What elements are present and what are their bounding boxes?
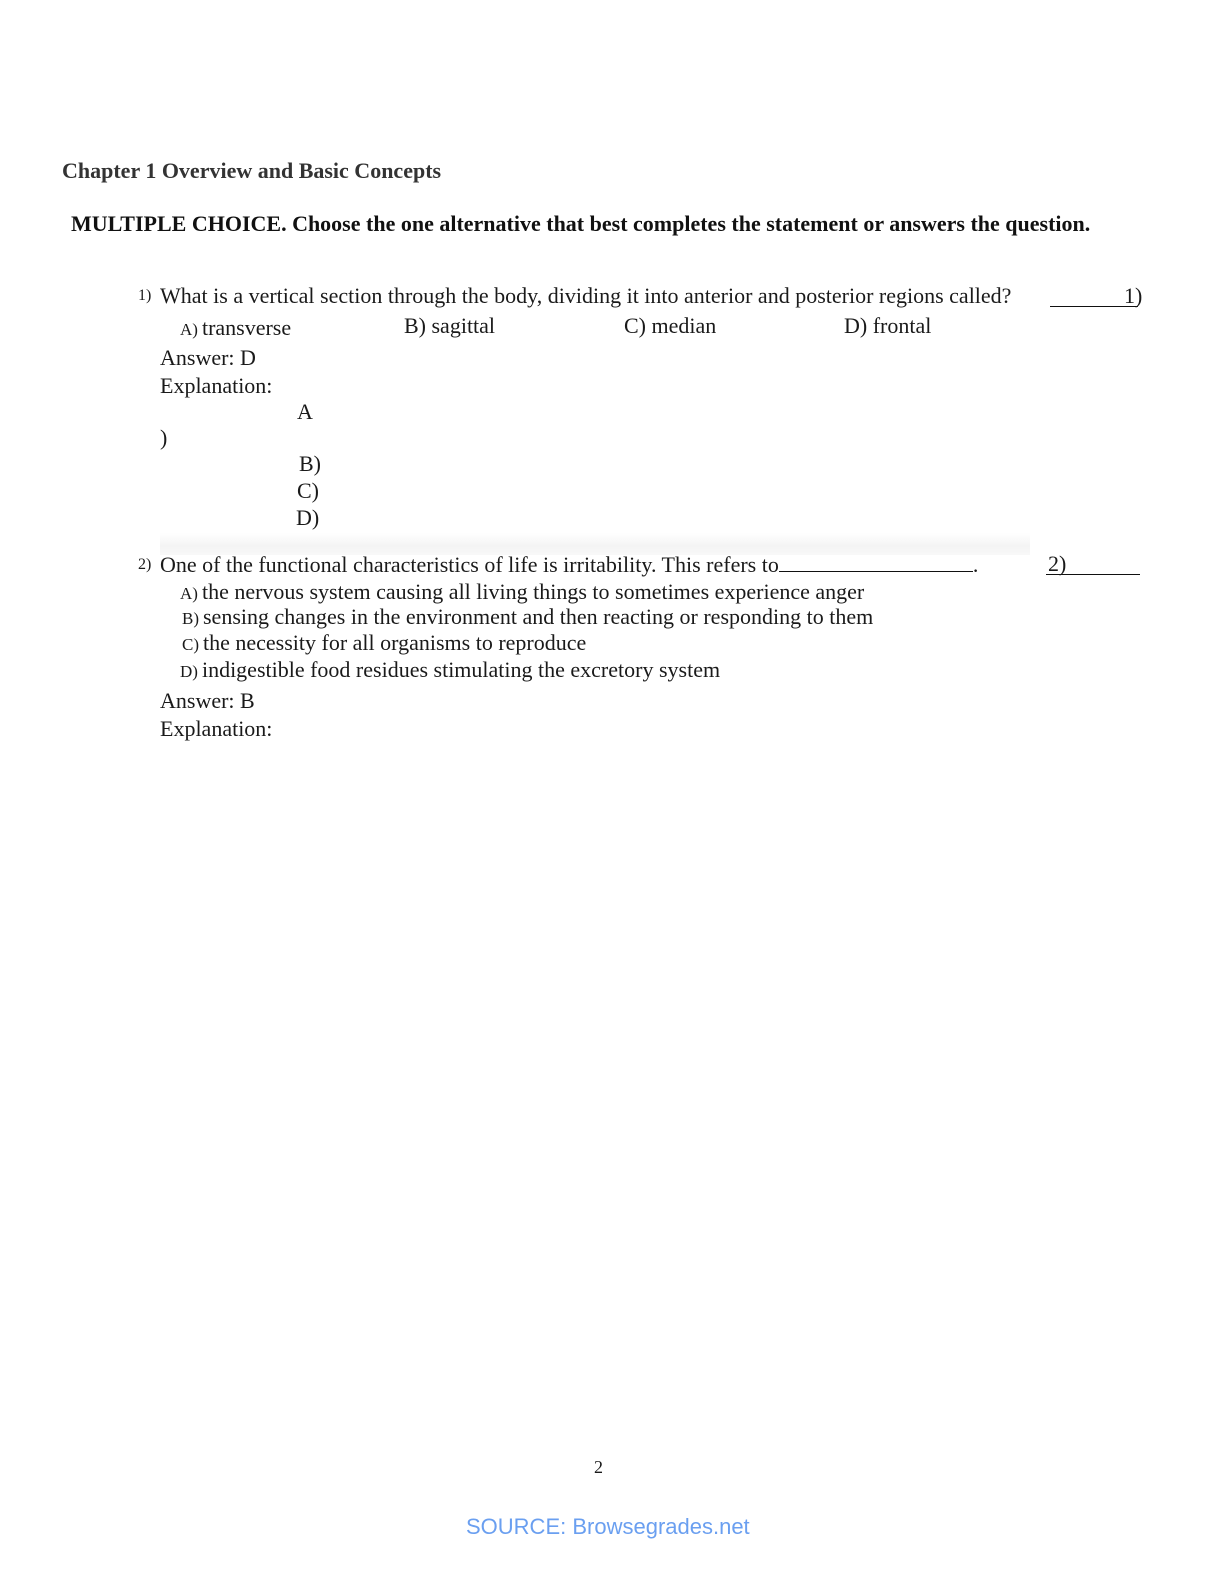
option-letter: C) [182,635,199,654]
option-letter: B) [404,313,426,338]
question-text: What is a vertical section through the body, dividing it into anterior and posterior regions called? [160,283,1012,308]
explanation-line: A [297,399,313,424]
option-letter: D) [844,313,868,338]
explanation-label-2: Explanation: [160,716,273,741]
question-2-text [160,551,978,578]
question-text-end: . [972,552,979,577]
option-text: median [651,313,717,338]
instructions-heading: MULTIPLE CHOICE. Choose the one alternative that best completes the statement or answers the question. [71,211,1091,236]
option-text: the necessity for all organisms to reproduce [203,630,587,655]
option-text: the nervous system causing all living things to sometimes experience anger [201,579,865,604]
source-watermark[interactable]: SOURCE: Browsegrades.net [466,1514,750,1539]
question-2-margin-number: 2) [1048,551,1067,576]
question-2 [138,556,151,574]
answer-1: Answer: D [160,345,256,370]
fill-in-blank [779,551,973,572]
option-letter: A) [180,320,198,339]
chapter-title: Chapter 1 Overview and Basic Concepts [62,158,442,183]
question-number: 1) [138,287,152,304]
explanation-line: B) [299,451,321,476]
question-text: One of the functional characteristics of life is irritability. This refers to [160,552,779,577]
page-number: 2 [594,1457,603,1477]
option-2d [180,657,720,683]
option-text: frontal [872,313,932,338]
option-1b [404,313,495,339]
option-text: sagittal [431,313,496,338]
explanation-label-1: Explanation: [160,373,273,398]
option-text: sensing changes in the environment and then reacting or responding to them [203,604,874,629]
option-letter: A) [180,584,198,603]
explanation-line: D) [296,505,320,530]
option-1a [180,315,291,341]
option-2a [180,579,864,605]
explanation-line: C) [297,478,319,503]
option-1c [624,313,716,339]
answer-2: Answer: B [160,688,255,713]
option-1d [844,313,931,339]
option-letter: D) [180,662,198,681]
option-2b [182,604,873,630]
question-1-text [160,283,1011,309]
option-2c [182,630,586,656]
question-1-margin-number: 1) [1124,283,1143,308]
question-number: 2) [138,556,152,573]
option-text: indigestible food residues stimulating the excretory system [201,657,721,682]
option-letter: C) [624,313,646,338]
option-text: transverse [201,315,292,340]
option-letter: B) [182,609,199,628]
question-1 [138,287,151,305]
explanation-line: ) [160,425,168,450]
